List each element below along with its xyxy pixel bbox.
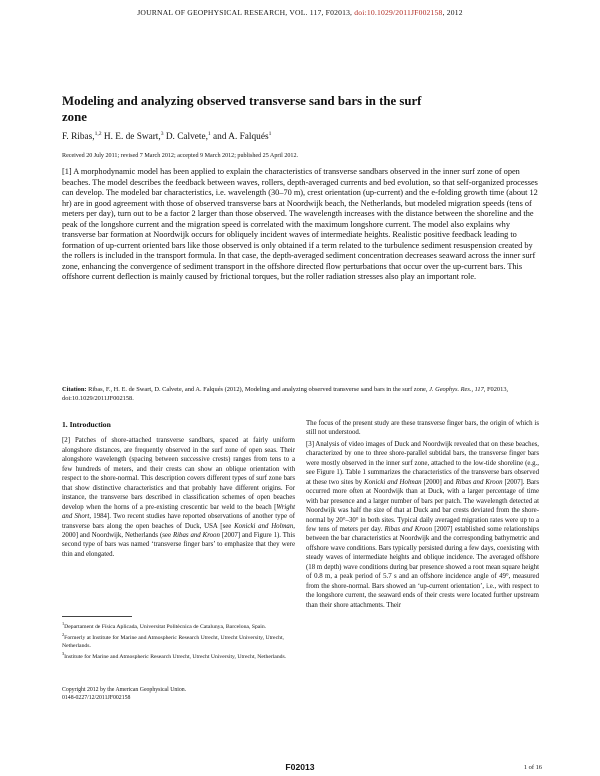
body-text: , 2000] and Noordwijk, Netherlands (see: [62, 522, 295, 539]
paragraph-2: [62, 436, 295, 559]
left-column: [62, 420, 295, 559]
abstract-text: A morphodynamic model has been applied to explain the characteristics of transverse sandbars observed in the inner surf zone of open beaches. The model describes the feedback between waves, rollers, depth-averaged currents and bed evolution, so that self-organized processes can develop. The modeled bar characteristics, i.e. wavelength (30–70 m), crest orientation (up-current) and the e-folding growth time (about 12 hr) are in good agreement with those of observed transverse bars at Noordwijk beach, the Netherlands, but modeled migration speeds (tens of meters per day), turn out to be a factor 2 larger than those observed. The wavelength increases with the distance between the shoreline and the peak of the longshore current and the migration speed is correlated with the maximum longshore current. The model also explains why transverse bar formation at Noordwijk occurs for obliquely incident waves of intermediate heights. Realistic positive feedback leading to formation of up-current oriented bars like those observed is only obtained if a term related to the turbulence sediment resuspension created by the rollers is included in the transport formula. In that case, the depth-averaged sediment concentration decreases seaward across the inner surf zone, enhancing the convergence of sediment transport in the offshore directed flow perturbations that occur over the up-current bars. This offshore current deflection is mainly caused by frictional torques, but the roller radiation stresses also play an important role.: [62, 167, 538, 282]
reference-link[interactable]: Ribas and Kroon: [384, 525, 433, 533]
paragraph-3: [306, 440, 539, 610]
article-id: F02013: [285, 762, 315, 772]
section-heading-introduction: 1. Introduction: [62, 420, 111, 429]
reference-link[interactable]: Ribas and Kroon: [455, 478, 503, 486]
body-text: [2007] and Figure 1). This second type of bars was named ‘transverse finger bars’ to emphasize that they were thin and elongated.: [62, 531, 295, 558]
author-name: H. E. de Swart,: [101, 132, 161, 143]
copyright-line: Copyright 2012 by the American Geophysical Union.: [62, 687, 187, 693]
body-text: Patches of shore-attached transverse sandbars, spaced at fairly uniform alongshore distances, are frequently observed in the surf zone of open seas. Their alongshore wavelength (spacing between successive crests) ranges from tens to a few hundreds of meters, and their crests can show an oblique orientation with respect to the shore-normal. This description covers different types of surf zone bars that show distinctive characteristics and that probably have different origins. For instance, the transverse bars described in classification schemes of open beaches develop when the horns of a pre-existing crescentic bar weld to the beach [: [62, 437, 295, 511]
author-affiliation: 1: [268, 131, 272, 137]
author-name: D. Calvete,: [163, 132, 208, 143]
journal-name: JOURNAL OF GEOPHYSICAL RESEARCH, VOL. 117, F02013,: [137, 8, 353, 17]
author-affiliation: 1,2: [94, 131, 102, 137]
issn-line: 0148-0227/12/2011JF002158: [62, 695, 131, 702]
copyright-notice: [62, 686, 186, 703]
paragraph-number: [2]: [62, 437, 70, 445]
abstract: [62, 167, 542, 283]
journal-header: [0, 8, 600, 17]
citation-text: Ribas, F., H. E. de Swart, D. Calvete, and A. Falqués (2012), Modeling and analyzing observed transverse sand bars in the surf zone,: [86, 386, 430, 393]
footnote-mark: 2: [62, 631, 65, 637]
body-text: [2007] established some relationships between the bar characteristics at Noordwijk and the corresponding bathymetric and offshore wave conditions. Bars typically persisted during a few days, coexisting with steady waves of intermediate heights and oblique incidence. The averaged offshore (18 m depth) wave conditions during bar presence showed a root mean square height of 0.8 m, a peak period of 5.7 s and an offshore incidence angle of 49°, measured from the shore-normal. Bars showed an ‘up-current orientation’, i.e., with respect to the longshore current, the seaward ends of their crests were located further upstream than their shore attachments. Their: [306, 525, 539, 609]
footnote-text: Institute for Marine and Atmospheric Research Utrecht, Utrecht University, Utrecht, Netherlands.: [64, 653, 287, 660]
citation: [62, 385, 542, 403]
author-name: and A. Falqués: [210, 132, 269, 143]
paragraph-number: [3]: [306, 440, 314, 448]
publication-dates: Received 20 July 2011; revised 7 March 2012; accepted 9 March 2012; published 25 April 2012.: [62, 153, 299, 159]
footnote: [62, 620, 295, 631]
citation-label: Citation:: [62, 386, 87, 393]
footnote-text: Departament de Física Aplicada, Universitat Politècnica de Catalunya, Barcelona, Spain.: [64, 623, 267, 630]
body-text: , 1984]. Two recent studies have reported observations of another type of transverse bars along the open beaches of Duck, USA [see: [62, 513, 295, 530]
footnote-mark: 3: [62, 651, 65, 657]
paragraph-continued: The focus of the present study are these transverse finger bars, the origin of which is still not understood.: [306, 420, 539, 437]
reference-link[interactable]: Wright and Short: [62, 503, 295, 521]
footnote-divider: [62, 616, 132, 617]
reference-link[interactable]: Konicki and Holman: [234, 522, 294, 530]
author-affiliation: 1: [207, 131, 211, 137]
citation-journal: J. Geophys. Res., 117,: [429, 386, 486, 393]
body-text: Analysis of video images of Duck and Noordwijk revealed that on these beaches, characterized by one to three shore-parallel subtidal bars, the transverse finger bars were mostly observed in the inner surf zone, attached to the low-tide shoreline (e.g., see Figure 1). Table 1 summarizes the characteristics of the transverse bars observed at these two sites by: [306, 440, 539, 486]
right-column: [306, 419, 539, 610]
footnotes: [62, 616, 295, 661]
footnote-text: Formerly at Institute for Marine and Atmospheric Research Utrecht, Utrecht University, Utrecht, Netherlands.: [62, 634, 284, 649]
reference-link[interactable]: Ribas and Kroon: [172, 531, 220, 539]
paragraph-number: [1]: [62, 167, 72, 176]
body-text: [2000] and: [421, 478, 456, 486]
citation-text-end: F02013, doi:10.1029/2011JF002158.: [62, 386, 509, 402]
doi-link[interactable]: doi:10.1029/2011JF002158: [354, 8, 443, 17]
journal-year: , 2012: [442, 8, 463, 17]
author-affiliation: 3: [160, 131, 164, 137]
body-text: [2007]. Bars occurred more often at Noordwijk than at Duck, with a larger percentage of time with bar presence and a larger number of bars per patch. The wavelength detected at Noordwijk was half the size of that at Duck and bar crests deviated from the shore-normal by 20°–30° in both sites. Typical daily averaged migration rates were up to a few tens of meters per day.: [306, 478, 539, 533]
footnote-mark: 1: [62, 621, 65, 626]
footnote: [62, 650, 295, 661]
paper-title: Modeling and analyzing observed transverse sand bars in the surf zone: [62, 94, 422, 124]
footnote: [62, 631, 295, 650]
page-number: 1 of 16: [523, 764, 542, 771]
reference-link[interactable]: Konicki and Holman: [364, 478, 422, 486]
author-list: [62, 131, 271, 142]
author-name: F. Ribas,: [62, 132, 95, 143]
